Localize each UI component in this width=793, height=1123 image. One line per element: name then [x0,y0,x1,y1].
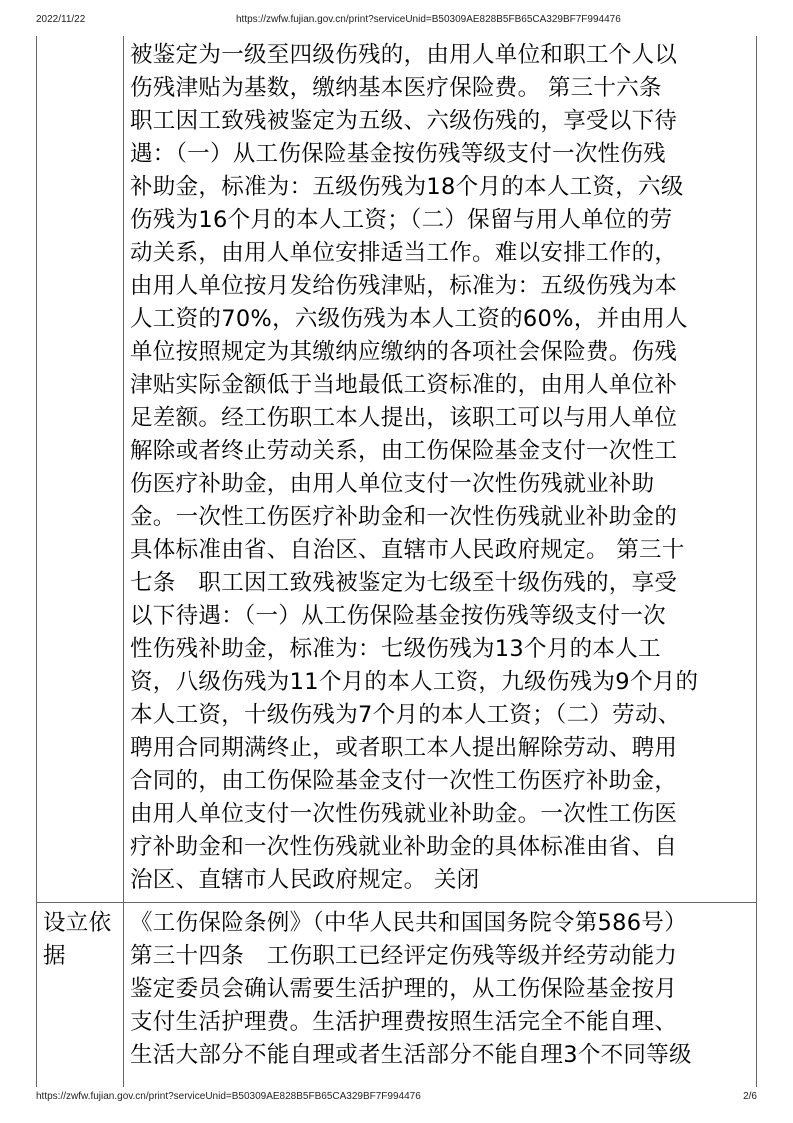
content-line: 被鉴定为一级至四级伤残的，由用人单位和职工个人以 [130,42,678,68]
row-1-content [130,39,698,897]
row-2-label [43,907,111,973]
content-line: 金。一次性工伤医疗补助金和一次性伤残就业补助金的 [130,504,678,530]
content-line: 七条 职工因工致残被鉴定为七级至十级伤残的，享受 [130,570,678,596]
content-line: 由用人单位支付一次性伤残就业补助金。一次性工伤医 [130,801,678,827]
content-line: 性伤残补助金，标准为：七级伤残为13个月的本人工 [130,636,661,662]
content-line: 津贴实际金额低于当地最低工资标准的，由用人单位补 [130,372,678,398]
content-line: 生活大部分不能自理或者生活部分不能自理3个不同等级 [130,1042,692,1068]
content-line: 解除或者终止劳动关系，由工伤保险基金支付一次性工 [130,438,678,464]
page-number: 2/6 [743,1091,757,1102]
table-border-right [756,36,757,1087]
content-line: 本人工资，十级伤残为7个月的本人工资；（二）劳动、 [130,702,681,728]
content-line: 伤医疗补助金，由用人单位支付一次性伤残就业补助 [130,471,655,497]
content-line: 合同的，由工伤保险基金支付一次性工伤医疗补助金， [130,768,678,794]
content-line: 遇：（一）从工伤保险基金按伤残等级支付一次性伤残 [130,141,666,167]
content-line: 资，八级伤残为11个月的本人工资，九级伤残为9个月的 [130,669,699,695]
content-line: 伤残津贴为基数，缴纳基本医疗保险费。 第三十六条 [130,75,662,101]
table-border-left [36,36,37,1087]
content-line: 鉴定委员会确认需要生活护理的，从工伤保险基金按月 [130,976,678,1002]
print-url: https://zwfw.fujian.gov.cn/print?serviceUnid=B50309AE828B5FB65CA329BF7F994476 [236,14,621,25]
content-line: 足差额。经工伤职工本人提出，该职工可以与用人单位 [130,405,678,431]
print-date: 2022/11/22 [36,14,86,25]
content-line: 动关系，由用人单位安排适当工作。难以安排工作的， [130,240,678,266]
content-line: 补助金，标准为：五级伤残为18个月的本人工资，六级 [130,174,684,200]
print-footer [36,1091,757,1107]
row-2-content [130,907,692,1072]
content-line: 疗补助金和一次性伤残就业补助金的具体标准由省、自 [130,834,678,860]
content-line: 职工因工致残被鉴定为五级、六级伤残的，享受以下待 [130,108,678,134]
footer-url: https://zwfw.fujian.gov.cn/print?serviceUnid=B50309AE828B5FB65CA329BF7F994476 [36,1091,421,1102]
label-line: 据 [43,943,66,969]
content-line: 单位按照规定为其缴纳应缴纳的各项社会保险费。伤残 [130,339,678,365]
content-line: 由用人单位按月发给伤残津贴，标准为：五级伤残为本 [130,273,678,299]
content-line: 支付生活护理费。生活护理费按照生活完全不能自理、 [130,1009,678,1035]
table-column-divider [123,36,124,1087]
content-line: 治区、直辖市人民政府规定。 关闭 [130,867,480,893]
content-line: 以下待遇：（一）从工伤保险基金按伤残等级支付一次 [130,603,666,629]
content-line: 《工伤保险条例》（中华人民共和国国务院令第586号） [130,910,687,936]
content-line: 人工资的70%，六级伤残为本人工资的60%，并由用人 [130,306,688,332]
table-row-divider [36,902,757,903]
print-header [36,14,757,30]
content-line: 具体标准由省、自治区、直辖市人民政府规定。 第三十 [130,537,685,563]
content-line: 第三十四条 工伤职工已经评定伤残等级并经劳动能力 [130,943,678,969]
content-line: 聘用合同期满终止，或者职工本人提出解除劳动、聘用 [130,735,678,761]
content-line: 伤残为16个月的本人工资；（二）保留与用人单位的劳 [130,207,673,233]
detail-table [36,36,757,1087]
label-line: 设立依 [43,910,112,936]
